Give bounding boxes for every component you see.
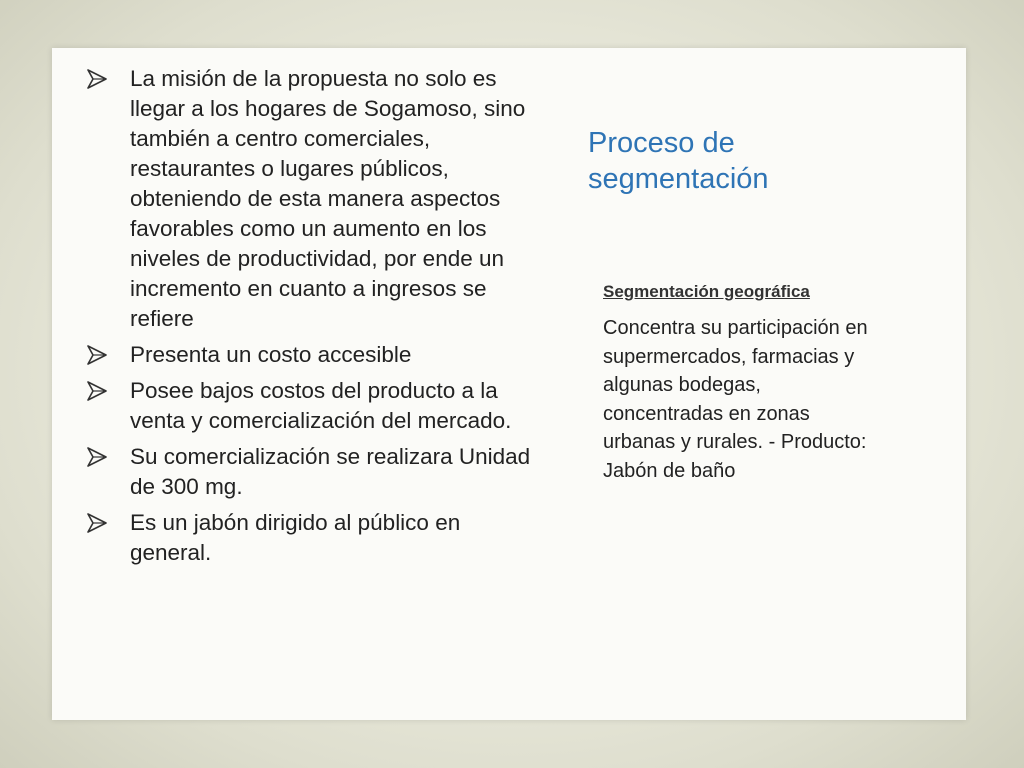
arrowhead-bullet-icon — [86, 447, 108, 467]
bullet-text: Presenta un costo accesible — [130, 342, 412, 367]
section-subheading: Segmentación geográfica — [603, 282, 810, 301]
bullet-item — [86, 442, 546, 502]
bullet-text: Su comercialización se realizara Unidad de 300 mg. — [130, 444, 531, 499]
arrowhead-bullet-icon — [86, 513, 108, 533]
bullet-text: Es un jabón dirigido al público en general. — [130, 510, 461, 565]
bullet-item — [86, 64, 546, 334]
arrowhead-bullet-icon — [86, 381, 108, 401]
slide-title: Proceso de segmentación — [588, 127, 769, 195]
bullet-text: Posee bajos costos del producto a la venta y comercialización del mercado. — [130, 378, 512, 433]
arrowhead-bullet-icon — [86, 345, 108, 365]
bullet-item — [86, 376, 546, 436]
bullet-list — [86, 64, 546, 574]
bullet-item — [86, 340, 546, 370]
arrowhead-bullet-icon — [86, 69, 108, 89]
section-body-text: Concentra su participación en supermercados, farmacias y algunas bodegas, concentradas en zonas urbanas y rurales. - Producto: Jabón de baño — [603, 317, 868, 482]
bullet-text: La misión de la propuesta no solo es llegar a los hogares de Sogamoso, sino también a centro comerciales, restaurantes o lugares públicos, obteniendo de esta manera aspectos favorables como un aumento en los niveles de productividad, por ende un incremento en cuanto a ingresos se refiere — [130, 66, 526, 331]
bullet-item — [86, 508, 546, 568]
